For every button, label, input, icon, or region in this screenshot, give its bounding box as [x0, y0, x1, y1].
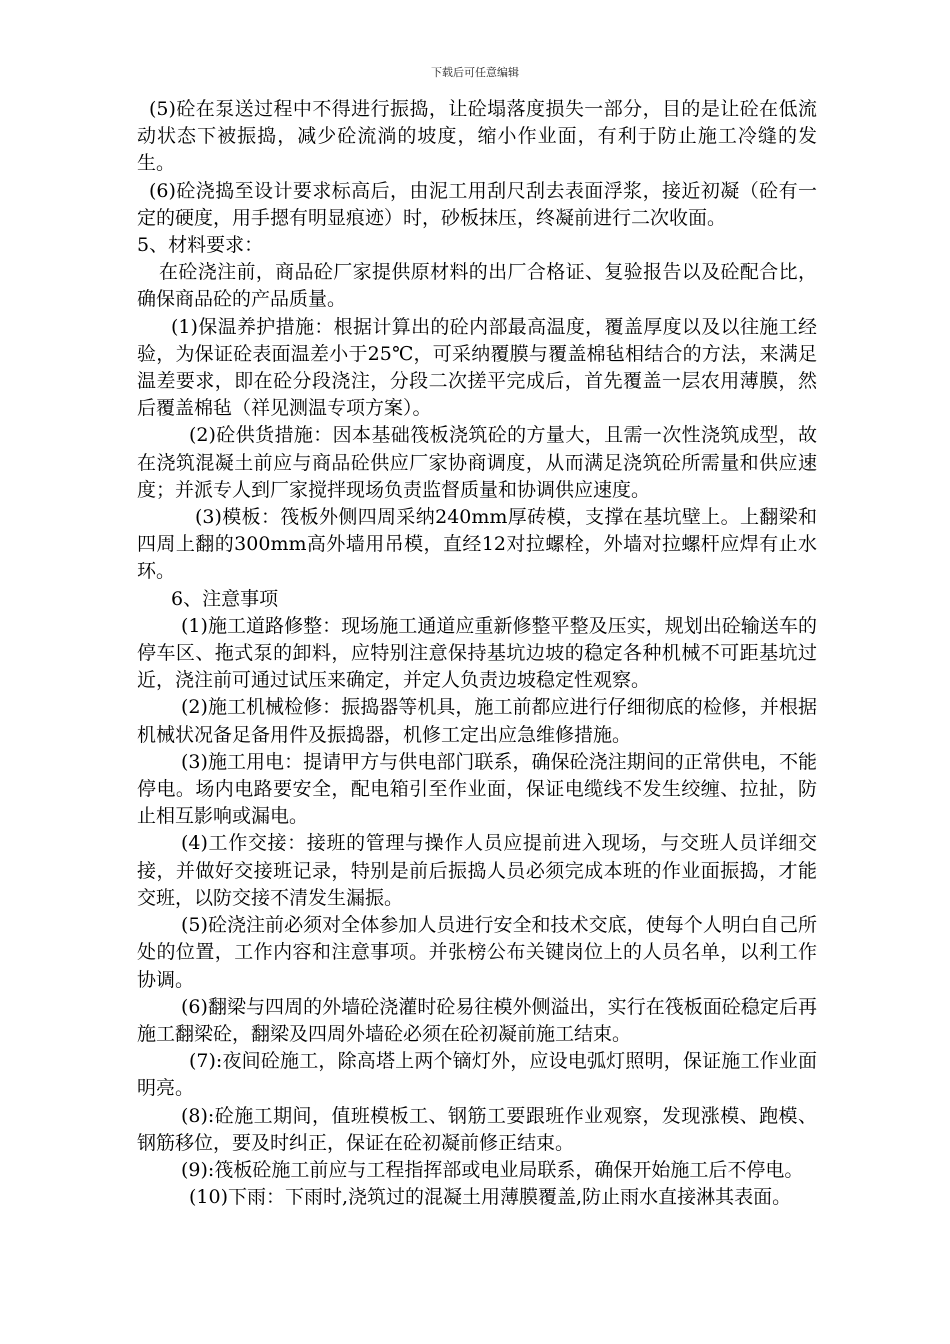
- paragraph-shift-handover: (4)工作交接：接班的管理与操作人员应提前进入现场，与交班人员详细交接，并做好交接班记录，特别是前后振捣人员必须完成本班的作业面振捣，才能交班，以防交接不清发生漏振。: [137, 832, 817, 909]
- header-note: 下载后可任意编辑: [431, 66, 519, 79]
- paragraph-safety-briefing: (5)砼浇注前必须对全体参加人员进行安全和技术交底，使每个人明白自己所处的位置，工作内容和注意事项。并张榜公布关键岗位上的人员名单，以利工作协调。: [137, 914, 817, 991]
- paragraph-beam-wall-pouring: (6)翻梁与四周的外墙砼浇灌时砼易往模外侧溢出，实行在筏板面砼稳定后再施工翻梁砼，翻梁及四周外墙砼必须在砼初凝前施工结束。: [137, 995, 817, 1045]
- paragraph-concrete-supply: (2)砼供货措施：因本基础筏板浇筑砼的方量大，且需一次性浇筑成型，故在浇筑混凝土前应与商品砼供应厂家协商调度，从而满足浇筑砼所需量和供应速度；并派专人到厂家搅拌现场负责监督质量和协调供应速度。: [137, 424, 817, 501]
- paragraph-materials-intro: 在砼浇注前，商品砼厂家提供原材料的出厂合格证、复验报告以及砼配合比，确保商品砼的产品质量。: [137, 261, 817, 311]
- paragraph-machinery-maintenance: (2)施工机械检修：振捣器等机具，施工前都应进行仔细彻底的检修，并根据机械状况备足备用件及振捣器，机修工定出应急维修措施。: [137, 696, 817, 746]
- paragraph-insulation-curing: (1)保温养护措施：根据计算出的砼内部最高温度，覆盖厚度以及以往施工经验，为保证砼表面温差小于25℃，可采纳覆膜与覆盖棉毡相结合的方法，来满足温差要求，即在砼分段浇注，分段二次搓平完成后，首先覆盖一层农用薄膜，然后覆盖棉毡（祥见测温专项方案）。: [137, 315, 817, 420]
- paragraph-power-coordination: (9):筏板砼施工前应与工程指挥部或电业局联系，确保开始施工后不停电。: [181, 1158, 804, 1181]
- paragraph-road-repair: (1)施工道路修整：现场施工通道应重新修整平整及压实，规划出砼输送车的停车区、拖式泵的卸料，应特别注意保持基坑边坡的稳定各种机械不可距基坑过近，浇注前可通过试压来确定，并定人负责边坡稳定性观察。: [137, 614, 817, 692]
- paragraph-surface-finishing: (6)砼浇捣至设计要求标高后，由泥工用刮尺刮去表面浮浆，接近初凝（砼有一定的硬度，用手摁有明显痕迹）时，砂板抹压，终凝前进行二次收面。: [137, 179, 817, 229]
- paragraph-rain-protection: (10)下雨：下雨时,浇筑过的混凝土用薄膜覆盖,防止雨水直接淋其表面。: [189, 1186, 792, 1209]
- paragraph-pour-vibration: (5)砼在泵送过程中不得进行振捣，让砼塌落度损失一部分，目的是让砼在低流动状态下被振捣，减少砼流淌的坡度，缩小作业面，有利于防止施工冷缝的发生。: [137, 98, 817, 175]
- document-body: [137, 96, 817, 1211]
- paragraph-formwork: (3)模板：筏板外侧四周采纳240mm厚砖模，支撑在基坑壁上。上翻梁和四周上翻的300mm高外墙用吊模，直经12对拉螺栓，外墙对拉螺杆应焊有止水环。: [137, 506, 817, 583]
- section-heading-materials: 5、材料要求：: [137, 234, 264, 257]
- section-heading-precautions: 6、注意事项: [171, 587, 279, 610]
- paragraph-power-supply: (3)施工用电：提请甲方与供电部门联系，确保砼浇注期间的正常供电，不能停电。场内电路要安全，配电箱引至作业面，保证电缆线不发生绞缠、拉扯，防止相互影响或漏电。: [137, 750, 817, 828]
- paragraph-night-work: (7):夜间砼施工，除高塔上两个镝灯外，应设电弧灯照明，保证施工作业面明亮。: [137, 1050, 817, 1100]
- paragraph-formwork-monitoring: (8):砼施工期间，值班模板工、钢筋工要跟班作业观察，发现涨模、跑模、钢筋移位，要及时纠正，保证在砼初凝前修正结束。: [137, 1104, 817, 1154]
